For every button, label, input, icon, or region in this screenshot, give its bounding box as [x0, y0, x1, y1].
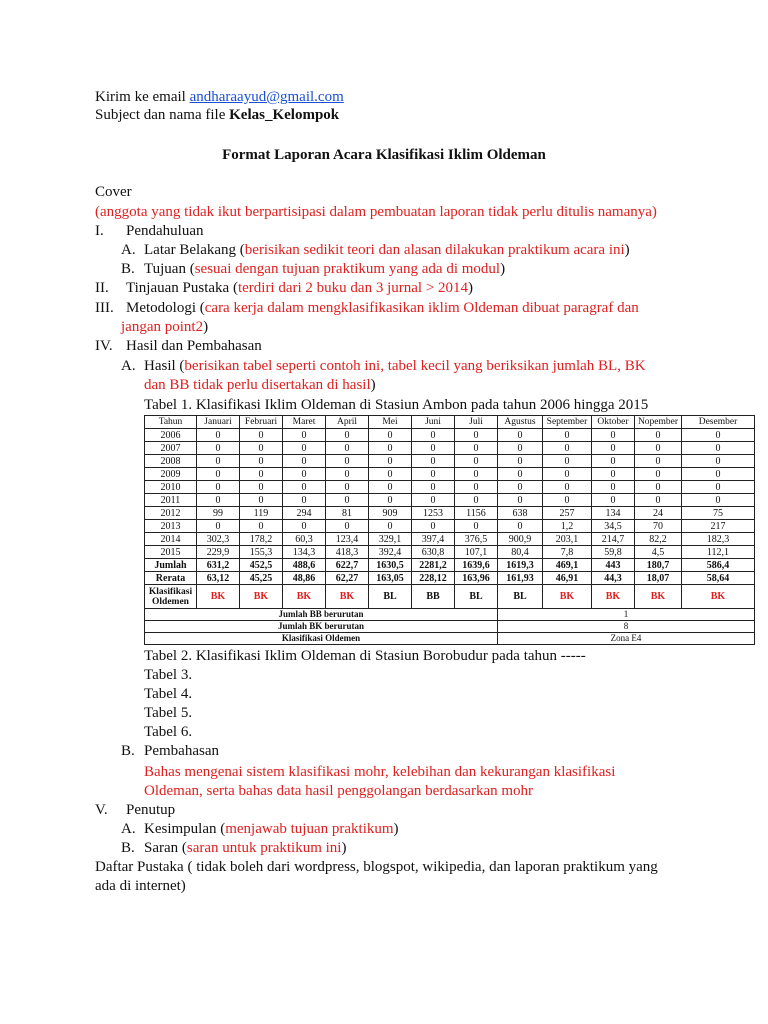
- table-cell: 0: [592, 494, 635, 507]
- table-cell: 62,27: [326, 572, 369, 585]
- table-cell: 1639,6: [455, 559, 498, 572]
- klasifikasi-cell: BL: [498, 585, 543, 609]
- table-cell: 0: [635, 481, 682, 494]
- table-cell: 0: [412, 494, 455, 507]
- bibliography-line-2: ada di internet): [95, 878, 186, 894]
- table-cell: 0: [369, 442, 412, 455]
- table-cell: 0: [197, 455, 240, 468]
- table-cell: 48,86: [283, 572, 326, 585]
- table5-caption: Tabel 5.: [144, 705, 193, 721]
- table6-caption: Tabel 6.: [144, 724, 193, 740]
- table-cell: 0: [326, 481, 369, 494]
- table-header-cell: Juli: [455, 416, 498, 429]
- table-cell: 182,3: [682, 533, 755, 546]
- table-row: [145, 481, 755, 494]
- table-cell: 909: [369, 507, 412, 520]
- table-cell: 0: [283, 429, 326, 442]
- table-cell: 0: [412, 429, 455, 442]
- table-row: [145, 507, 755, 520]
- table-header-cell: Oktober: [592, 416, 635, 429]
- table-cell: 163,96: [455, 572, 498, 585]
- table-cell: 0: [498, 429, 543, 442]
- table-cell: 392,4: [369, 546, 412, 559]
- table-cell: 0: [283, 468, 326, 481]
- table-cell: 0: [682, 468, 755, 481]
- table-row: [145, 468, 755, 481]
- table-cell: 0: [498, 481, 543, 494]
- klasifikasi-cell: BK: [635, 585, 682, 609]
- table-cell: 0: [240, 468, 283, 481]
- table-row: [145, 533, 755, 546]
- table-cell: 1253: [412, 507, 455, 520]
- table-cell: 0: [592, 481, 635, 494]
- table-cell: 0: [498, 468, 543, 481]
- table-cell: 622,7: [326, 559, 369, 572]
- table-cell: 82,2: [635, 533, 682, 546]
- table-cell: 2008: [145, 455, 197, 468]
- table-cell: 0: [369, 429, 412, 442]
- table-cell: 134: [592, 507, 635, 520]
- table-cell: 630,8: [412, 546, 455, 559]
- table-cell: 900,9: [498, 533, 543, 546]
- table-cell: 0: [412, 481, 455, 494]
- table-cell: 0: [543, 468, 592, 481]
- table-row: [145, 429, 755, 442]
- table-cell: 0: [240, 481, 283, 494]
- table-cell: 161,93: [498, 572, 543, 585]
- summary-row: [145, 609, 755, 621]
- table-cell: 0: [682, 455, 755, 468]
- subject-bold: Kelas_Kelompok: [229, 107, 340, 123]
- table-cell: 0: [498, 442, 543, 455]
- table-cell: 134,3: [283, 546, 326, 559]
- table-cell: 631,2: [197, 559, 240, 572]
- table-cell: 46,91: [543, 572, 592, 585]
- table-cell: 0: [592, 455, 635, 468]
- table-cell: 0: [635, 494, 682, 507]
- klasifikasi-cell: BK: [197, 585, 240, 609]
- table-cell: 123,4: [326, 533, 369, 546]
- table-cell: 18,07: [635, 572, 682, 585]
- table-header-cell: Maret: [283, 416, 326, 429]
- table-cell: 0: [326, 494, 369, 507]
- table-cell: 0: [283, 494, 326, 507]
- table-cell: 2010: [145, 481, 197, 494]
- section-4b: B. Pembahasan: [121, 743, 219, 759]
- summary-label: Jumlah BK berurutan: [145, 621, 498, 633]
- table-cell: 418,3: [326, 546, 369, 559]
- table-cell: 1630,5: [369, 559, 412, 572]
- section-4: IV. Hasil dan Pembahasan: [95, 338, 262, 354]
- table-cell: 59,8: [592, 546, 635, 559]
- klasifikasi-cell: BK: [283, 585, 326, 609]
- table-cell: 0: [326, 442, 369, 455]
- table-cell: 397,4: [412, 533, 455, 546]
- table-row: [145, 442, 755, 455]
- table-cell: 1,2: [543, 520, 592, 533]
- table-cell: 0: [682, 494, 755, 507]
- table-cell: 0: [682, 442, 755, 455]
- table-cell: 2009: [145, 468, 197, 481]
- table-cell: 0: [498, 520, 543, 533]
- table-cell: 34,5: [592, 520, 635, 533]
- table-cell: 302,3: [197, 533, 240, 546]
- table1-caption: Tabel 1. Klasifikasi Iklim Oldeman di Stasiun Ambon pada tahun 2006 hingga 2015: [144, 397, 649, 413]
- cover-note: (anggota yang tidak ikut berpartisipasi dalam pembuatan laporan tidak perlu ditulis namanya): [95, 204, 657, 220]
- table-cell: 0: [283, 455, 326, 468]
- table-cell: 0: [592, 468, 635, 481]
- table-cell: 2011: [145, 494, 197, 507]
- table-header-cell: September: [543, 416, 592, 429]
- table-cell: 0: [455, 429, 498, 442]
- table-header-cell: Desember: [682, 416, 755, 429]
- table-cell: 0: [455, 481, 498, 494]
- table-cell: 0: [326, 455, 369, 468]
- oldeman-table: [144, 415, 755, 645]
- section-4a-cont: dan BB tidak perlu disertakan di hasil): [144, 377, 376, 393]
- table-cell: 294: [283, 507, 326, 520]
- table-cell: 0: [543, 442, 592, 455]
- table-cell: 0: [369, 494, 412, 507]
- table-cell: 58,64: [682, 572, 755, 585]
- section-2: II. Tinjauan Pustaka (terdiri dari 2 buku dan 3 jurnal > 2014): [95, 280, 474, 296]
- summary-label: Klasifikasi Oldemen: [145, 633, 498, 645]
- section-3: III. Metodologi (cara kerja dalam mengklasifikasikan iklim Oldeman dibuat paragraf dan: [95, 300, 639, 316]
- table-header-cell: Juni: [412, 416, 455, 429]
- document-title: Format Laporan Acara Klasifikasi Iklim Oldeman: [222, 147, 546, 163]
- table-cell: 0: [498, 494, 543, 507]
- section-4b-note-2: Oldeman, serta bahas data hasil penggolangan berdasarkan mohr: [144, 783, 534, 799]
- summary-value: Zona E4: [498, 633, 755, 645]
- table-header-cell: Januari: [197, 416, 240, 429]
- table-cell: 2007: [145, 442, 197, 455]
- table-cell: 0: [412, 520, 455, 533]
- table-cell: 0: [240, 520, 283, 533]
- table-cell: 0: [592, 442, 635, 455]
- table-cell: 1156: [455, 507, 498, 520]
- table-cell: 329,1: [369, 533, 412, 546]
- table-cell: 0: [592, 429, 635, 442]
- table-cell: 0: [369, 481, 412, 494]
- table-cell: 63,12: [197, 572, 240, 585]
- table-cell: 0: [197, 468, 240, 481]
- table-cell: 0: [543, 455, 592, 468]
- table-cell: 2281,2: [412, 559, 455, 572]
- table-cell: 203,1: [543, 533, 592, 546]
- section-1: I. Pendahuluan: [95, 223, 204, 239]
- table-cell: 443: [592, 559, 635, 572]
- table-cell: 0: [326, 468, 369, 481]
- summary-row: [145, 621, 755, 633]
- table-row: [145, 559, 755, 572]
- table-cell: 4,5: [635, 546, 682, 559]
- table-row: [145, 546, 755, 559]
- table-cell: 2015: [145, 546, 197, 559]
- table-cell: 0: [455, 494, 498, 507]
- table-header-cell: Februari: [240, 416, 283, 429]
- table-cell: 257: [543, 507, 592, 520]
- table-cell: 0: [369, 455, 412, 468]
- table-header-row: [145, 416, 755, 429]
- table-cell: 107,1: [455, 546, 498, 559]
- table-cell: 0: [543, 481, 592, 494]
- table-cell: 228,12: [412, 572, 455, 585]
- table-cell: 0: [635, 442, 682, 455]
- table-cell: 0: [635, 455, 682, 468]
- table-cell: 155,3: [240, 546, 283, 559]
- klasifikasi-cell: BK: [326, 585, 369, 609]
- table-cell: 80,4: [498, 546, 543, 559]
- table-cell: 7,8: [543, 546, 592, 559]
- table-cell: 0: [283, 481, 326, 494]
- table-header-cell: Nopember: [635, 416, 682, 429]
- table-cell: 0: [455, 442, 498, 455]
- table-row-klasifikasi: [145, 585, 755, 609]
- table-cell: 0: [455, 520, 498, 533]
- table-row: [145, 455, 755, 468]
- table-cell: 99: [197, 507, 240, 520]
- klasifikasi-cell: BB: [412, 585, 455, 609]
- klasifikasi-label: Klasifikasi Oldemen: [145, 585, 197, 609]
- table-cell: 0: [369, 468, 412, 481]
- table-cell: 0: [369, 520, 412, 533]
- table-cell: 0: [412, 442, 455, 455]
- table-cell: 0: [326, 520, 369, 533]
- table-cell: 0: [455, 468, 498, 481]
- table-cell: 0: [543, 429, 592, 442]
- section-4a: A. Hasil (berisikan tabel seperti contoh ini, tabel kecil yang beriksikan jumlah BL, BK: [121, 358, 646, 374]
- table-cell: Rerata: [145, 572, 197, 585]
- table-cell: 0: [635, 468, 682, 481]
- section-1b: B. Tujuan (sesuai dengan tujuan praktikum yang ada di modul): [121, 261, 506, 277]
- table-cell: 0: [412, 455, 455, 468]
- table-cell: 2006: [145, 429, 197, 442]
- subject-line: Subject dan nama file Kelas_Kelompok: [95, 107, 340, 123]
- table-cell: 638: [498, 507, 543, 520]
- klasifikasi-cell: BL: [455, 585, 498, 609]
- section-5: V. Penutup: [95, 802, 176, 818]
- table4-caption: Tabel 4.: [144, 686, 193, 702]
- table-cell: 0: [283, 442, 326, 455]
- klasifikasi-cell: BK: [543, 585, 592, 609]
- table-cell: 112,1: [682, 546, 755, 559]
- table-cell: 586,4: [682, 559, 755, 572]
- table-cell: 0: [682, 429, 755, 442]
- table-cell: 488,6: [283, 559, 326, 572]
- table-cell: 0: [240, 442, 283, 455]
- table-cell: 0: [326, 429, 369, 442]
- table-cell: 376,5: [455, 533, 498, 546]
- table-cell: 214,7: [592, 533, 635, 546]
- klasifikasi-cell: BK: [682, 585, 755, 609]
- table-cell: 217: [682, 520, 755, 533]
- table-cell: 81: [326, 507, 369, 520]
- table-cell: 163,05: [369, 572, 412, 585]
- klasifikasi-cell: BK: [240, 585, 283, 609]
- table-cell: 2012: [145, 507, 197, 520]
- table-cell: 119: [240, 507, 283, 520]
- cover-heading: Cover: [95, 184, 132, 200]
- table-cell: 469,1: [543, 559, 592, 572]
- table-header-cell: Mei: [369, 416, 412, 429]
- section-5a: A. Kesimpulan (menjawab tujuan praktikum): [121, 821, 399, 837]
- table-cell: 0: [197, 442, 240, 455]
- table-cell: 0: [197, 520, 240, 533]
- table-cell: 178,2: [240, 533, 283, 546]
- table-cell: 1619,3: [498, 559, 543, 572]
- table-cell: 0: [498, 455, 543, 468]
- table-cell: 70: [635, 520, 682, 533]
- table2-caption: Tabel 2. Klasifikasi Iklim Oldeman di Stasiun Borobudur pada tahun -----: [144, 648, 586, 664]
- table-cell: 0: [635, 429, 682, 442]
- klasifikasi-cell: BK: [592, 585, 635, 609]
- table-cell: 75: [682, 507, 755, 520]
- section-5b: B. Saran (saran untuk praktikum ini): [121, 840, 347, 856]
- table-row: [145, 520, 755, 533]
- table-header-cell: Agustus: [498, 416, 543, 429]
- table-cell: 0: [412, 468, 455, 481]
- email-link[interactable]: andharaayud@gmail.com: [189, 89, 344, 105]
- summary-value: 1: [498, 609, 755, 621]
- table-cell: 0: [283, 520, 326, 533]
- table-cell: 0: [240, 494, 283, 507]
- table-cell: Jumlah: [145, 559, 197, 572]
- bibliography-line-1: Daftar Pustaka ( tidak boleh dari wordpress, blogspot, wikipedia, dan laporan praktikum yang: [95, 859, 658, 875]
- table-cell: 0: [197, 429, 240, 442]
- summary-value: 8: [498, 621, 755, 633]
- klasifikasi-cell: BL: [369, 585, 412, 609]
- table-cell: 229,9: [197, 546, 240, 559]
- table-cell: 44,3: [592, 572, 635, 585]
- table-row: [145, 494, 755, 507]
- section-3-cont: jangan point2): [121, 319, 209, 335]
- section-4b-note-1: Bahas mengenai sistem klasifikasi mohr, kelebihan dan kekurangan klasifikasi: [144, 764, 616, 780]
- email-line: Kirim ke email andharaayud@gmail.com: [95, 89, 344, 105]
- table-header-cell: Tahun: [145, 416, 197, 429]
- table-cell: 60,3: [283, 533, 326, 546]
- table-cell: 45,25: [240, 572, 283, 585]
- table-cell: 0: [197, 481, 240, 494]
- table-cell: 0: [197, 494, 240, 507]
- table-cell: 0: [240, 429, 283, 442]
- summary-label: Jumlah BB berurutan: [145, 609, 498, 621]
- section-1a: A. Latar Belakang (berisikan sedikit teori dan alasan dilakukan praktikum acara ini): [121, 242, 630, 258]
- table3-caption: Tabel 3.: [144, 667, 193, 683]
- table-row: [145, 572, 755, 585]
- table-cell: 2013: [145, 520, 197, 533]
- table-cell: 0: [455, 455, 498, 468]
- table-header-cell: April: [326, 416, 369, 429]
- table-cell: 24: [635, 507, 682, 520]
- table-cell: 0: [682, 481, 755, 494]
- table-cell: 2014: [145, 533, 197, 546]
- table-cell: 452,5: [240, 559, 283, 572]
- summary-row: [145, 633, 755, 645]
- table-cell: 0: [543, 494, 592, 507]
- table-cell: 0: [240, 455, 283, 468]
- table-cell: 180,7: [635, 559, 682, 572]
